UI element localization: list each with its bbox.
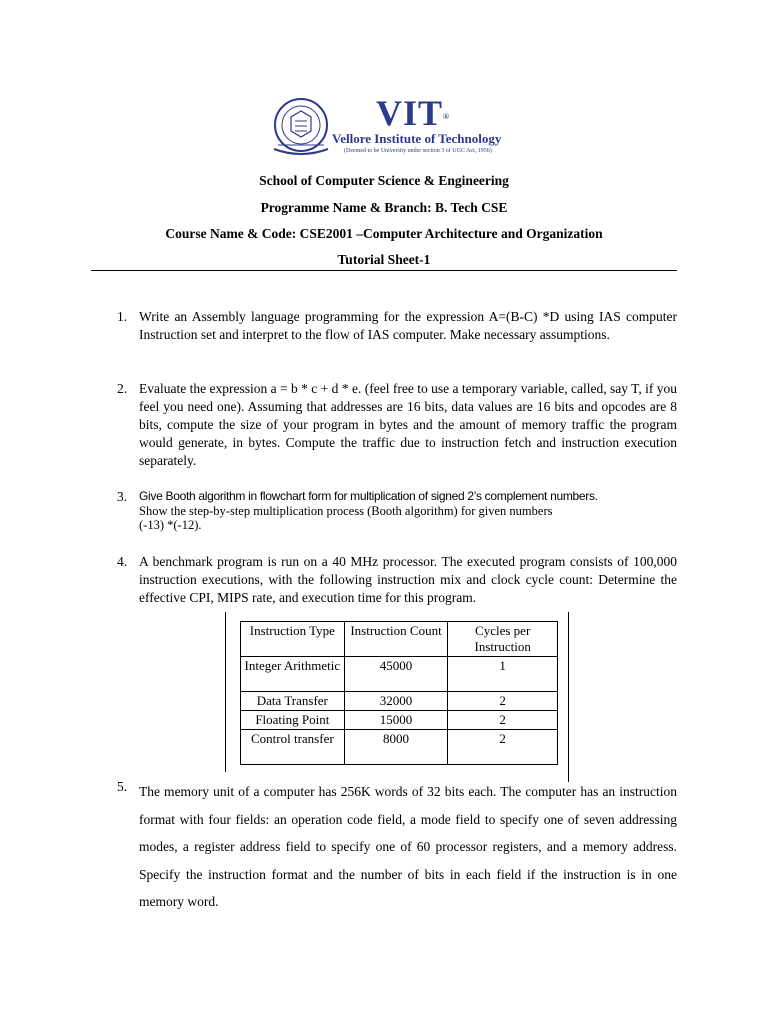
table-cell: 45000 — [344, 657, 448, 692]
table-cell: Floating Point — [241, 711, 345, 730]
table-frame-line — [568, 612, 569, 782]
question-text: Write an Assembly language programming for the expression A=(B-C) *D using IAS computer Instruction set and interpret to the flow of IAS computer. Make necessary assumptions. — [139, 309, 677, 342]
question-text: The memory unit of a computer has 256K words of 32 bits each. The computer has an instruction format with four fields: an operation code field, a mode field to specify one of seven addressing modes, a register address field to specify one of 60 processor registers, and a memory address. Specify the instruction format and the number of bits in each field if the instruction is in one memory word. — [139, 784, 677, 909]
question-number: 2. — [117, 381, 128, 396]
table-header-cell: Cycles per Instruction — [448, 622, 558, 657]
question-2 — [117, 380, 677, 470]
question-text-line: Show the step-by-step multiplication process (Booth algorithm) for given numbers — [139, 504, 553, 518]
table-header-cell: Instruction Type — [241, 622, 345, 657]
question-number: 3. — [117, 489, 128, 504]
question-4 — [117, 553, 677, 607]
vit-logo — [272, 93, 504, 161]
table-cell: Control transfer — [241, 730, 345, 765]
university-seal-icon — [272, 97, 330, 157]
question-number: 5. — [117, 779, 128, 794]
table-cell: 15000 — [344, 711, 448, 730]
question-text: Evaluate the expression a = b * c + d * e. (feel free to use a temporary variable, called, say T, if you feel you need one). Assuming that addresses are 16 bits, data values are 16 bits and opcodes are 8 bits, compute the size of your program in bytes and the amount of memory traffic the program would generate, in bytes. Compute the traffic due to instruction fetch and instruction execution separately. — [139, 381, 677, 468]
programme-heading: Programme Name & Branch: B. Tech CSE — [260, 200, 508, 215]
question-number: 1. — [117, 309, 128, 324]
question-text-line: Give Booth algorithm in flowchart form for multiplication of signed 2’s complement numbers. — [139, 489, 598, 503]
table-cell: 2 — [448, 692, 558, 711]
table-cell: Integer Arithmetic — [241, 657, 345, 692]
table-header-cell: Instruction Count — [344, 622, 448, 657]
question-text: A benchmark program is run on a 40 MHz processor. The executed program consists of 100,000 instruction executions, with the following instruction mix and clock cycle count: Determine the effective CPI, MIPS rate, and execution time for this program. — [139, 554, 677, 605]
table-frame-line — [225, 612, 226, 772]
instruction-mix-table — [240, 621, 558, 765]
table-row — [241, 692, 558, 711]
vit-wordmark: VIT® — [376, 93, 451, 133]
course-heading: Course Name & Code: CSE2001 –Computer Architecture and Organization — [165, 226, 603, 241]
question-number: 4. — [117, 554, 128, 569]
table-cell: 32000 — [344, 692, 448, 711]
school-heading: School of Computer Science & Engineering — [259, 173, 509, 188]
institute-name: Vellore Institute of Technology — [332, 131, 502, 146]
table-cell: 8000 — [344, 730, 448, 765]
table-cell: 1 — [448, 657, 558, 692]
question-5 — [117, 778, 677, 916]
question-1 — [117, 308, 677, 344]
table-cell: 2 — [448, 711, 558, 730]
table-header-row — [241, 622, 558, 657]
table-row — [241, 711, 558, 730]
sheet-heading: Tutorial Sheet-1 — [337, 252, 431, 267]
table-row — [241, 730, 558, 765]
table-cell: 2 — [448, 730, 558, 765]
question-text-line: (-13) *(-12). — [139, 518, 202, 532]
table-cell: Data Transfer — [241, 692, 345, 711]
question-3 — [117, 488, 677, 532]
institute-tagline: (Deemed to be University under section 3 of UGC Act, 1956) — [344, 148, 492, 154]
header-divider — [91, 270, 677, 271]
table-row — [241, 657, 558, 692]
